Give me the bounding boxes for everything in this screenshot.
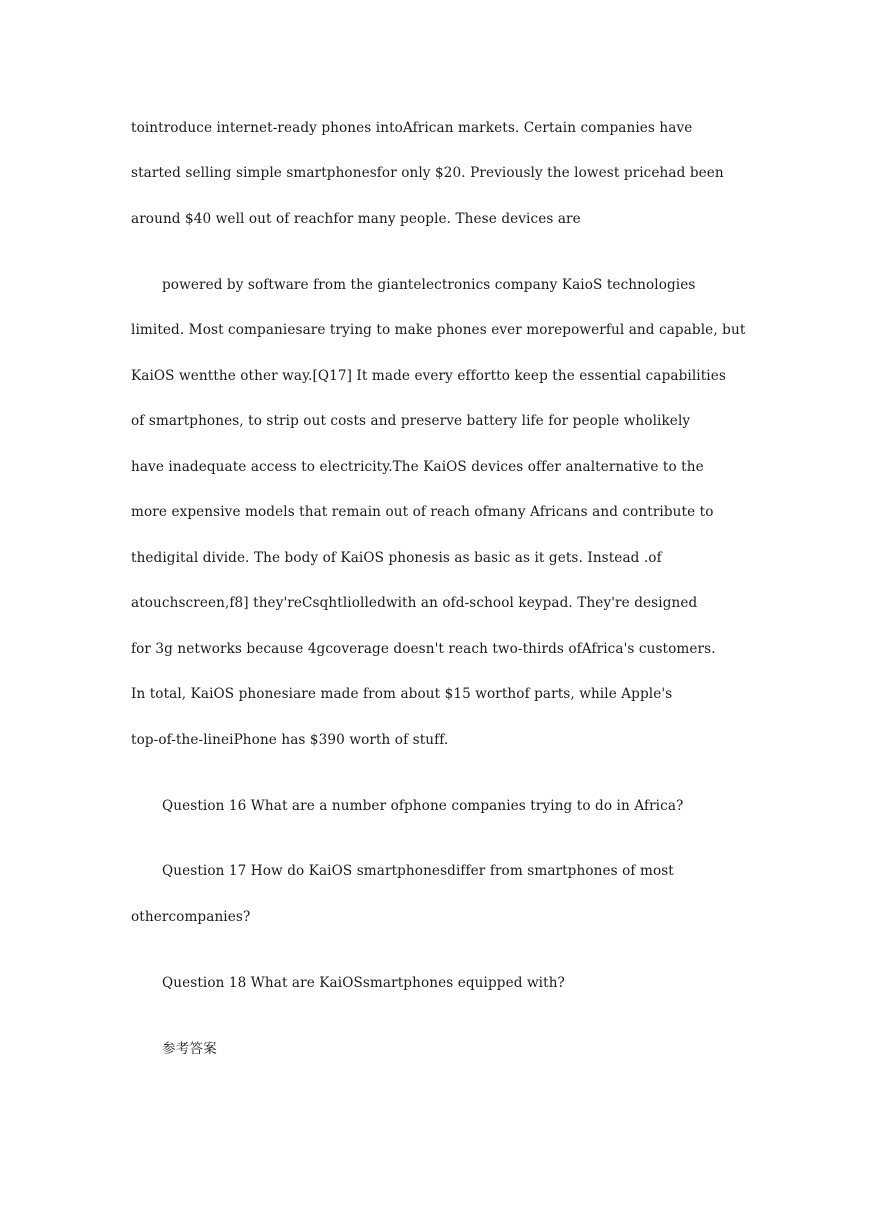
passage-line: for 3g networks because 4gcoverage doesn't reach two-thirds ofAfrica's customers. [131,641,716,657]
passage-line: KaiOS wentthe other way.[Q17] It made every effortto keep the essential capabilities [131,368,726,384]
passage-line: more expensive models that remain out of reach ofmany Africans and contribute to [131,504,714,520]
passage-line: of smartphones, to strip out costs and preserve battery life for people wholikely [131,413,691,429]
passage-line: top-of-the-lineiPhone has $390 worth of stuff. [131,732,449,748]
question-16: Question 16 What are a number ofphone companies trying to do in Africa? [162,798,684,814]
passage-line: powered by software from the giantelectronics company KaioS technologies [162,277,696,293]
question-17-continued: othercompanies? [131,909,251,925]
passage-line: have inadequate access to electricity.The KaiOS devices offer analternative to the [131,459,704,475]
question-18: Question 18 What are KaiOSsmartphones equipped with? [162,975,565,991]
question-17: Question 17 How do KaiOS smartphonesdiffer from smartphones of most [162,863,674,879]
passage-line: atouchscreen,f8] they'reCsqhtliolledwith an ofd-school keypad. They're designed [131,595,698,611]
passage-line: tointroduce internet-ready phones intoAfrican markets. Certain companies have [131,120,693,136]
answer-heading: 参考答案 [162,1041,217,1057]
passage-line: In total, KaiOS phonesiare made from about $15 worthof parts, while Apple's [131,686,673,702]
passage-line: thedigital divide. The body of KaiOS phonesis as basic as it gets. Instead .of [131,550,662,566]
passage-line: limited. Most companiesare trying to make phones ever morepowerful and capable, but [131,322,746,338]
passage-line: started selling simple smartphonesfor only $20. Previously the lowest pricehad been [131,165,724,181]
passage-line: around $40 well out of reachfor many people. These devices are [131,211,581,227]
